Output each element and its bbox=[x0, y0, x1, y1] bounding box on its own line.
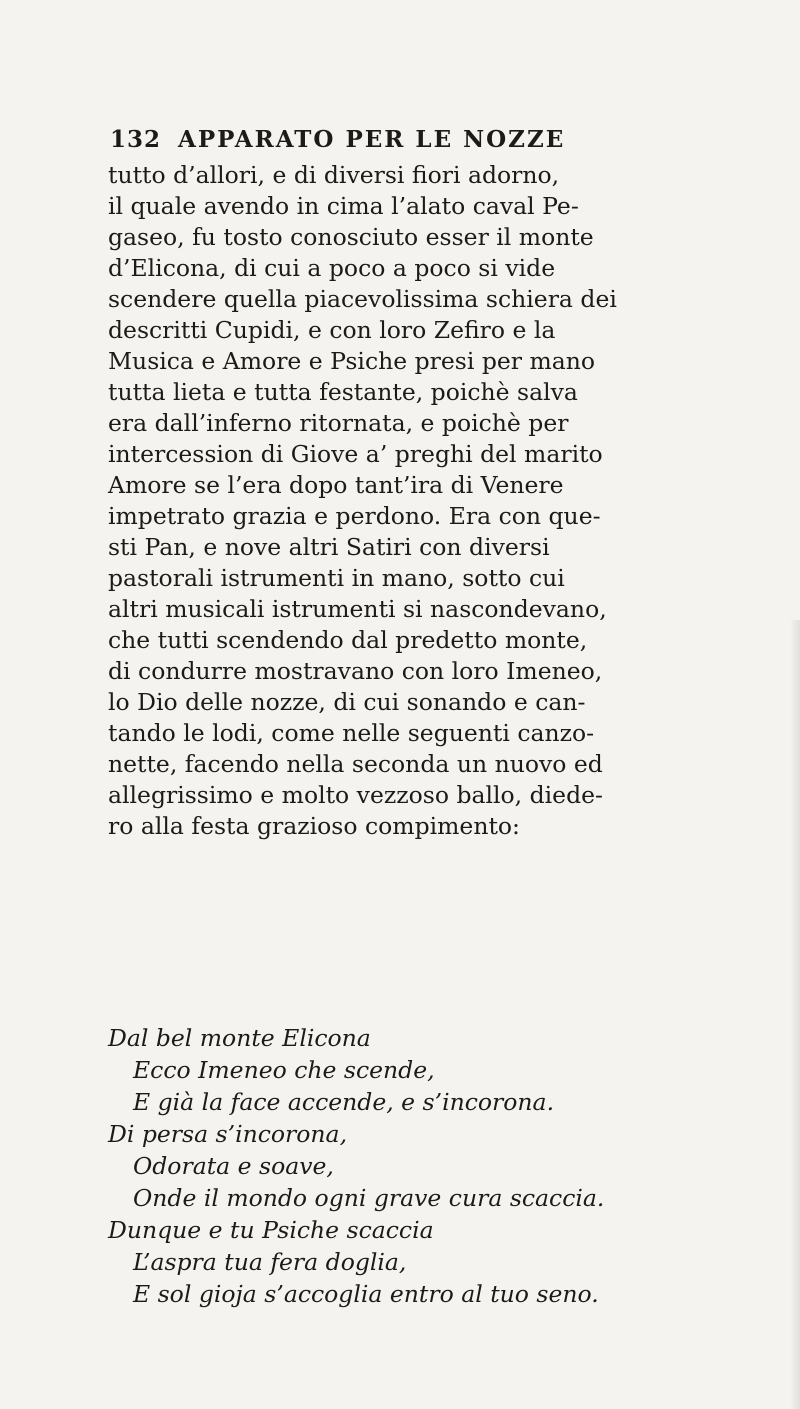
prose-line: allegrissimo e molto vezzoso ballo, diede- bbox=[108, 781, 603, 809]
poem-line: Dal bel monte Elicona bbox=[108, 1024, 371, 1052]
poem-line: Dunque e tu Psiche scaccia bbox=[108, 1216, 434, 1244]
poem-line: Onde il mondo ogni grave cura scaccia. bbox=[133, 1184, 605, 1212]
page-header bbox=[110, 126, 710, 156]
prose-line: di condurre mostravano con loro Imeneo, bbox=[108, 657, 603, 685]
prose-line: ro alla festa grazioso compimento: bbox=[108, 812, 520, 840]
prose-line: pastorali istrumenti in mano, sotto cui bbox=[108, 564, 565, 592]
prose-line: d’Elicona, di cui a poco a poco si vide bbox=[108, 254, 556, 282]
running-title: APPARATO PER LE NOZZE bbox=[178, 126, 566, 153]
poem-stanza bbox=[108, 1022, 798, 1310]
prose-line: Amore se l’era dopo tant’ira di Venere bbox=[108, 471, 564, 499]
poem-line: Di persa s’incorona, bbox=[108, 1120, 348, 1148]
prose-line: nette, facendo nella seconda un nuovo ed bbox=[108, 750, 603, 778]
prose-line: descritti Cupidi, e con loro Zefiro e la bbox=[108, 316, 556, 344]
prose-line: Musica e Amore e Psiche presi per mano bbox=[108, 347, 596, 375]
prose-paragraph bbox=[108, 160, 798, 842]
prose-line: impetrato grazia e perdono. Era con que- bbox=[108, 502, 601, 530]
prose-line: tutto d’allori, e di diversi fiori adorno, bbox=[108, 161, 560, 189]
prose-line: che tutti scendendo dal predetto monte, bbox=[108, 626, 588, 654]
poem-line: E già la face accende, e s’incorona. bbox=[133, 1088, 555, 1116]
poem-line: L’aspra tua fera doglia, bbox=[133, 1248, 407, 1276]
prose-line: gaseo, fu tosto conosciuto esser il monte bbox=[108, 223, 594, 251]
prose-line: il quale avendo in cima l’alato caval Pe- bbox=[108, 192, 579, 220]
prose-line: tutta lieta e tutta festante, poichè salva bbox=[108, 378, 578, 406]
poem-line: E sol gioja s’accoglia entro al tuo seno. bbox=[133, 1280, 599, 1308]
prose-line: era dall’inferno ritornata, e poichè per bbox=[108, 409, 569, 437]
prose-line: altri musicali istrumenti si nascondevano, bbox=[108, 595, 607, 623]
prose-line: tando le lodi, come nelle seguenti canzo- bbox=[108, 719, 595, 747]
poem-line: Ecco Imeneo che scende, bbox=[133, 1056, 435, 1084]
prose-line: scendere quella piacevolissima schiera dei bbox=[108, 285, 617, 313]
prose-line: intercession di Giove a’ preghi del marito bbox=[108, 440, 603, 468]
prose-line: lo Dio delle nozze, di cui sonando e can- bbox=[108, 688, 586, 716]
page-number: 132 bbox=[110, 126, 162, 153]
poem-line: Odorata e soave, bbox=[133, 1152, 334, 1180]
prose-line: sti Pan, e nove altri Satiri con diversi bbox=[108, 533, 550, 561]
